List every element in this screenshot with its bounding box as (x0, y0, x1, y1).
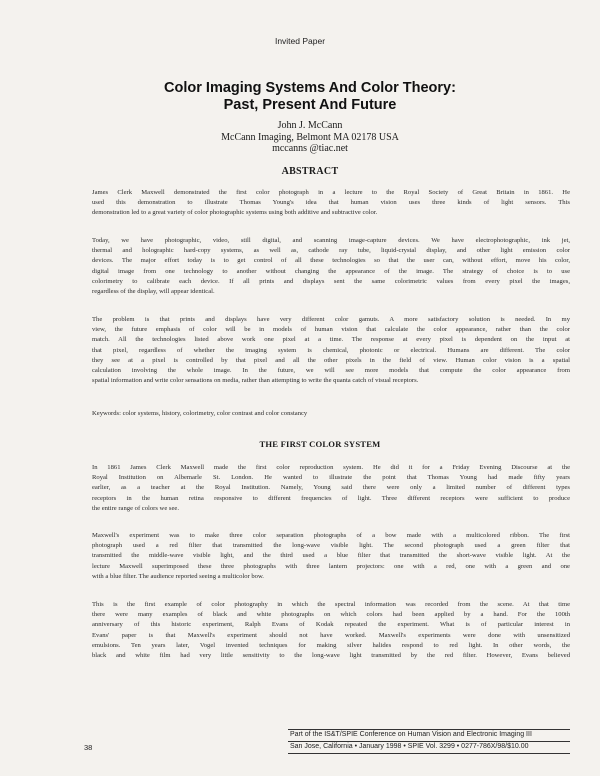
text-line: they see at a pixel is controlled by that pixel and all the other pixels in the field of view. Human color vision is a spatial (92, 356, 570, 364)
abstract-heading: ABSTRACT (281, 166, 339, 177)
text-line: Maxwell's experiment was to make three color separation photographs of a bow made with a multicolored ribbon. The first (92, 532, 570, 539)
text-line: match. All the technologies listed above work one pixel at a time. The response at every pixel is dependent on the input at (92, 336, 570, 344)
section-paragraph-2 (92, 531, 570, 582)
footer-publication: San Jose, California • January 1998 • SPIE Vol. 3299 • 0277-786X/98/$10.00 (290, 743, 529, 750)
text-line: James Clerk Maxwell demonstrated the first color photograph in a lecture to the Royal Society of Great Britain in 1861. He (92, 189, 570, 196)
text-line: Royal Institution on Albemarle St. London. He wanted to illustrate the point that Thomas Young had made fifty years (92, 474, 570, 482)
paper-title (80, 80, 540, 114)
page-number: 38 (84, 743, 93, 752)
author-block (100, 120, 520, 155)
section-heading: THE FIRST COLOR SYSTEM (259, 439, 381, 449)
text-line: view, the future emphasis of color will be in models of human vision that calculate the color appearance, rather than the color (92, 326, 570, 334)
keywords-line: Keywords: color systems, history, colorimetry, color contrast and color constancy (92, 410, 308, 417)
text-line: calculation involving the whole image. In the future, we will see more models that compute the color appearance from (92, 367, 570, 375)
text-line: receptors in the human retina responsive to different frequencies of light. Three different receptors were sufficient to produce (92, 494, 570, 502)
footer-rule (288, 729, 570, 730)
author-email: mccanns @tiac.net (272, 143, 348, 154)
text-line: black and white film had very little sensitivity to the long-wave light transmitted by the red filter. However, Evans believed (92, 652, 570, 660)
text-line: regardless of the display, will appear identical. (92, 288, 215, 296)
abstract-paragraph-1 (92, 188, 570, 219)
text-line: demonstration led to a great variety of color photographic systems using both additive and subtractive color. (92, 209, 378, 217)
text-line: earlier, as a teacher at the Royal Institution. Namely, Young said there were only a limited number of different types (92, 484, 570, 492)
text-line: there were many examples of black and white photographs on which colors had been applied by a hand. For the 100th (92, 611, 570, 619)
footer-rule (288, 753, 570, 754)
text-line: emulsions. Ten years later, Vogel invented techniques for making silver halides respond to red light. In other words, the (92, 641, 570, 649)
footer-conference: Part of the IS&T/SPIE Conference on Human Vision and Electronic Imaging III (290, 731, 532, 738)
title-line-1: Color Imaging Systems And Color Theory: (164, 80, 456, 96)
abstract-paragraph-3 (92, 315, 570, 386)
text-line: The problem is that prints and displays have very different color gamuts. A more satisfactory solution is needed. In my (92, 316, 570, 323)
section-paragraph-3 (92, 600, 570, 661)
invited-paper-label: Invited Paper (274, 36, 326, 46)
text-line: Today, we have photographic, video, still digital, and scanning image-capture devices. We have electrophotographic, ink jet, (92, 237, 570, 244)
text-line: that pixel, regardless of whether the imaging system is chemical, photonic or electrical. Humans are different. The color (92, 346, 570, 354)
text-line: digital image from one technology to another without changing the appearance of the image. The strategy of choice is to use (92, 267, 570, 275)
title-line-2: Past, Present And Future (223, 97, 397, 113)
text-line: photograph used a red filter that transmitted the long-wave visible light. The second photograph used a green filter that (92, 542, 570, 550)
author-affiliation: McCann Imaging, Belmont MA 02178 USA (221, 131, 399, 143)
text-line: anniversary of this historic experiment, Ralph Evans of Kodak repeated the experiment. What is of particular interest in (92, 621, 570, 629)
text-line: the entire range of colors we see. (92, 504, 179, 512)
author-name: John J. McCann (277, 120, 343, 131)
text-line: devices. The major effort today is to get control of all these technologies so that the user can, without effort, move his color, (92, 257, 570, 265)
text-line: thermal and holographic hard-copy systems, as well as, cathode ray tube, liquid-crystal display, and other light emission color (92, 247, 570, 255)
text-line: lecture Maxwell superimposed these three photographs with three lantern projectors: one with a red, one with a green and one (92, 562, 570, 570)
abstract-paragraph-2 (92, 236, 570, 297)
text-line: Evans' paper is that Maxwell's experiment should not have worked. Maxwell's experiments were done with unsensitized (92, 631, 570, 639)
text-line: In 1861 James Clerk Maxwell made the first color reproduction system. He did it for a Friday Evening Discourse at the (92, 464, 570, 471)
section-paragraph-1 (92, 463, 570, 514)
text-line: with a blue filter. The audience reported seeing a multicolor bow. (92, 572, 264, 580)
text-line: This is the first example of color photography in which the spectral information was recorded from the scene. At that time (92, 601, 570, 608)
footer-rule (288, 741, 570, 742)
text-line: spatial information and write color sensations on media, rather than attempting to write the quanta catch of visual receptors. (92, 377, 419, 385)
text-line: transmitted the middle-wave visible light, and the third used a blue filter that transmitted the short-wave visible light. At the (92, 552, 570, 560)
text-line: colorimetry to calibrate each device. If all prints and displays sent the same colorimetric values from every pixel the images, (92, 277, 570, 285)
text-line: used this demonstration to illustrate Thomas Young's idea that human vision uses three kinds of light sensors. This (92, 199, 570, 207)
